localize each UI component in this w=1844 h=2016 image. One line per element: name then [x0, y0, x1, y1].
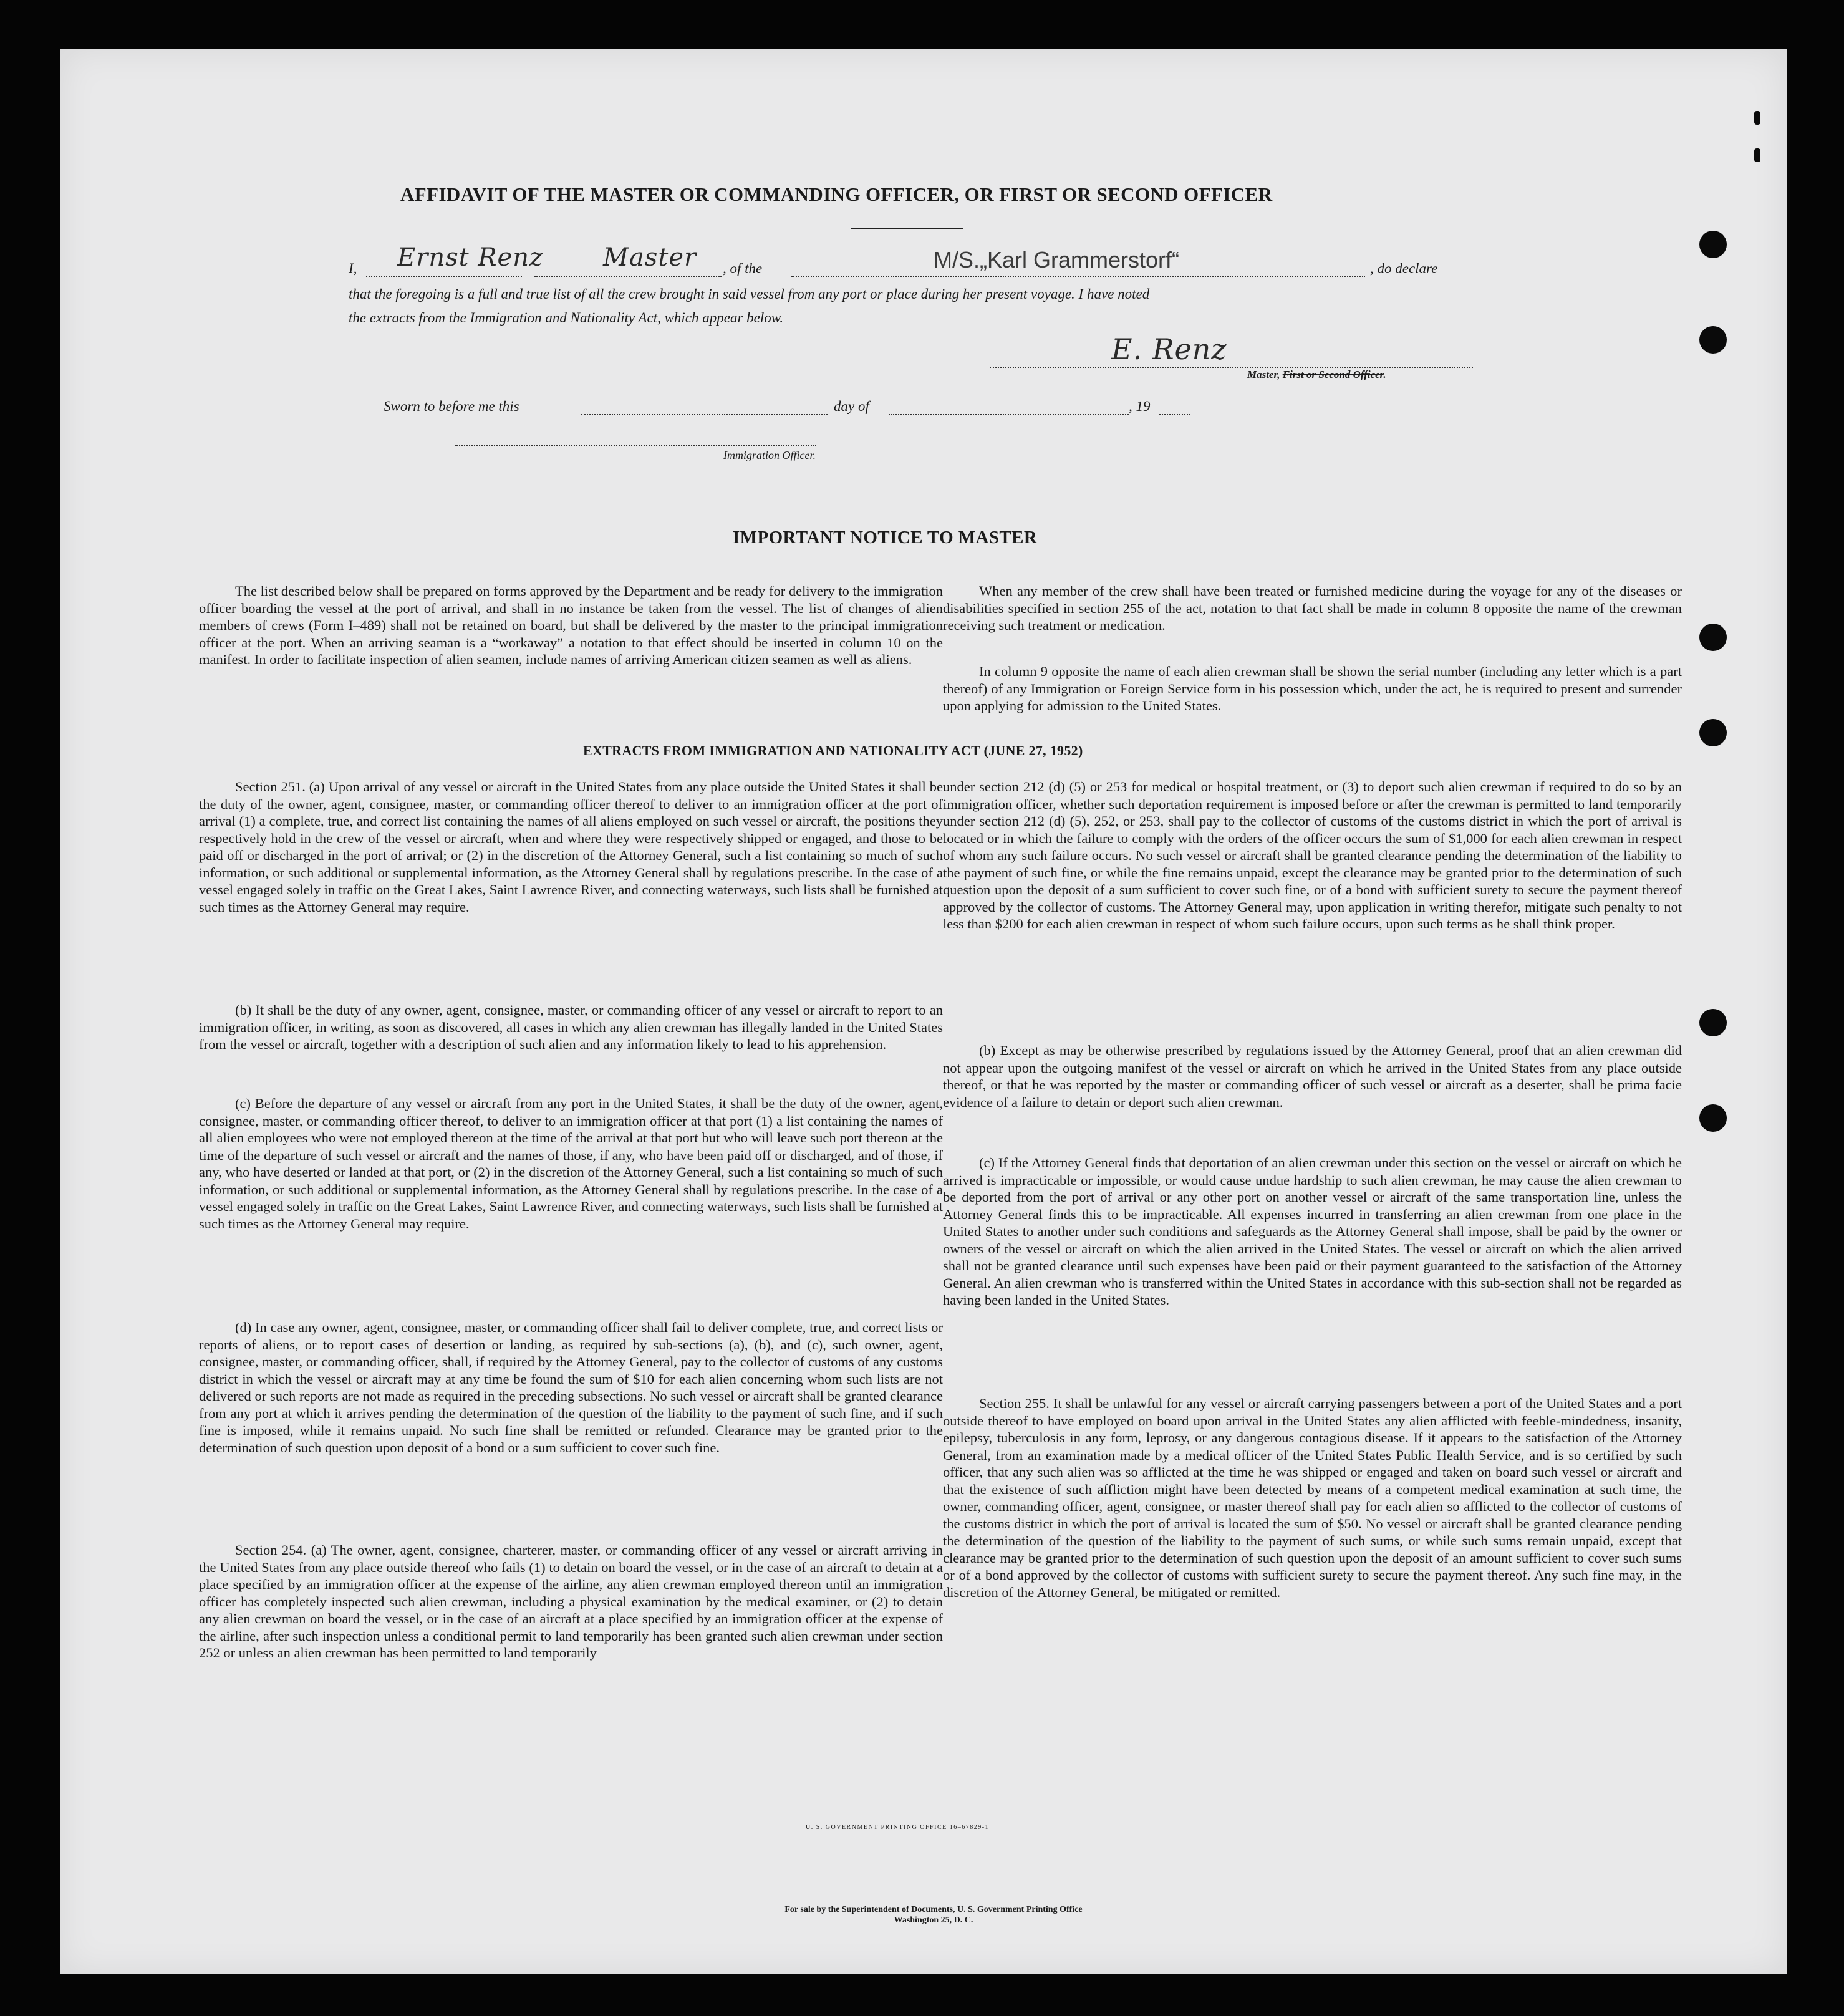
sworn-day-line [581, 414, 828, 415]
officer-signature-line [455, 445, 816, 446]
rank-handwritten: Master [603, 243, 697, 272]
section-254-a: Section 254. (a) The owner, agent, consignee, charterer, master, or commanding officer of any vessel or aircraft arriving in the United States from any place outside thereof who fails (1) to detain on board the vessel, or in the case of an aircraft to detain at a place specified by an immigration officer at the expense of the airline, any alien crewman employed thereon until an immigration officer has completely inspected such alien crewman, including a physical examination by the medical examiner, or (2) to detain any alien crewman on board the vessel, or in the case of an aircraft at a place specified by an immigration officer at the expense of the airline, after such inspection unless a conditional permit to land temporarily has been granted such alien crewman under section 252 or unless an alien crewman has been permitted to land temporarily [199, 1542, 943, 1661]
punch-hole [1699, 326, 1727, 354]
signature-line [990, 367, 1473, 368]
master-name-handwritten: Ernst Renz [397, 243, 544, 272]
declaration-line-1: that the foregoing is a full and true list of all the crew brought in said vessel from any port or place during her present voyage. I have noted [349, 286, 1150, 302]
section-254-b: (b) Except as may be otherwise prescribed by regulations issued by the Attorney General, proof that an alien crewman did not appear upon the outgoing manifest of the vessel or aircraft on which he arrived in the United States from any place outside thereof, or that he was reported by the master or commanding officer of such vessel or aircraft as a deserter, shall be prima facie evidence of a failure to detain or deport such alien crewman. [943, 1043, 1682, 1110]
footer-line-2: Washington 25, D. C. [894, 1916, 973, 1925]
vessel-name: M/S.„Karl Grammerstorf“ [934, 247, 1180, 272]
declaration-line-2: the extracts from the Immigration and Nationality Act, which appear below. [349, 310, 784, 326]
day-of-label: day of [834, 398, 869, 414]
sworn-year-line [1159, 414, 1190, 415]
extracts-title: EXTRACTS FROM IMMIGRATION AND NATIONALITY ACT (JUNE 27, 1952) [583, 743, 1083, 758]
sale-footer [622, 1904, 1245, 1926]
punch-hole [1699, 624, 1727, 651]
footer-line-1: For sale by the Superintendent of Documents, U. S. Government Printing Office [784, 1905, 1083, 1914]
document-sheet [60, 49, 1787, 1974]
section-251-c: (c) Before the departure of any vessel or aircraft from any port in the United States, it shall be the duty of the owner, agent, consignee, master, or commanding officer thereof, to deliver to an immigration officer at that port (1) a list containing the names of all alien employees who were not employed thereon at the time of the arrival at that port but who will leave such port thereon at the time of the departure of such vessel or aircraft and the names of those, if any, who have been paid off or discharged, and of those, if any, who have deserted or landed at that port, or (2) in the discretion of the Attorney General, such a list containing so much of such information, or such additional or supplemental information, as the Attorney General shall by regulations prescribe. In the case of a vessel engaged solely in traffic on the Great Lakes, Saint Lawrence River, and connecting waterways, such lists shall be furnished at such times as the Attorney General may require. [199, 1096, 943, 1232]
do-declare-label: , do declare [1370, 261, 1438, 276]
edge-mark [1754, 148, 1760, 162]
vessel-field-line [791, 276, 1365, 277]
name-field-line [366, 276, 522, 277]
affidavit-title: AFFIDAVIT OF THE MASTER OR COMMANDING OFFICER, OR FIRST OR SECOND OFFICER [400, 183, 1273, 205]
sworn-month-line [889, 414, 1129, 415]
section-255: Section 255. It shall be unlawful for any vessel or aircraft carrying passengers between a port of the United States and a port outside thereof to have employed on board upon arrival in the United States any alien afflicted with feeble-mindedness, insanity, epilepsy, tuberculosis in any form, leprosy, or any dangerous contagious disease. If it appears to the satisfaction of the Attorney General, from an examination made by a medical officer of the United States Public Health Service, and is so certified by such officer, that any such alien was so afflicted at the time he was shipped or engaged and taken on board such vessel or aircraft and that the existence of such affliction might have been detected by means of a competent medical examination at such time, the owner, commanding officer, agent, consignee, or master thereof shall pay for each alien so afflicted to the collector of customs of the customs district in which the port of arrival is located the sum of $50. No vessel or aircraft shall be granted clearance pending the determination of the question of the liability to the payment of such sums, or while such sums remain unpaid, except that clearance may be granted prior to the determination of such question upon the deposit of an amount sufficient to cover such sums or of a bond approved by the collector of customs with sufficient surety to secure the payment thereof. Any such fine may, in the discretion of the Attorney General, be mitigated or remitted. [943, 1396, 1682, 1600]
rank-field-line [534, 276, 722, 277]
section-251-a: Section 251. (a) Upon arrival of any vessel or aircraft in the United States from any place outside the United States it shall be the duty of the owner, agent, consignee, master, or commanding officer thereof to deliver to an immigration officer at the port of arrival (1) a complete, true, and correct list containing the names of all aliens employed on such vessel or aircraft, the positions they respectively hold in the crew of the vessel or aircraft, when and where they were respectively shipped or engaged, and those to be paid off or discharged in the port of arrival; or (2) in the discretion of the Attorney General, such a list containing so much of such information, or such additional or supplemental information, as the Attorney General shall by regulations prescribe. In the case of a vessel engaged solely in traffic on the Great Lakes, Saint Lawrence River, and connecting waterways, such lists shall be furnished at such times as the Attorney General may require. [199, 779, 943, 915]
of-the-label: , of the [723, 261, 763, 276]
edge-mark [1754, 111, 1760, 125]
title-rule [851, 228, 963, 229]
punch-hole [1699, 1104, 1727, 1132]
signer-title [1247, 369, 1386, 381]
immigration-officer-label: Immigration Officer. [723, 449, 816, 461]
section-251-b: (b) It shall be the duty of any owner, agent, consignee, master, or commanding officer of any vessel or aircraft to report to an immigration officer, in writing, as soon as discovered, all cases in which any alien crewman has illegally landed in the United States from the vessel or aircraft, together with a description of such alien and any information likely to lead to his apprehension. [199, 1002, 943, 1052]
signer-title-struck: First or Second Officer [1282, 369, 1384, 380]
printer-code: U. S. GOVERNMENT PRINTING OFFICE 16–67829-1 [806, 1824, 990, 1831]
notice-right-paragraph-1: When any member of the crew shall have been treated or furnished medicine during the voyage for any of the diseases or disabilities specified in section 255 of the act, notation to that fact shall be made in column 8 opposite the name of the crewman receiving such treatment or medication. [943, 583, 1682, 633]
section-254-c: (c) If the Attorney General finds that deportation of an alien crewman under this section on the vessel or aircraft on which he arrived is impracticable or impossible, or would cause undue hardship to such alien crewman, he may cause the alien crewman to be deported from the port of arrival or any other port on another vessel or aircraft of the same transportation line, unless the Attorney General finds this to be impracticable. All expenses incurred in transferring an alien crewman from one place in the United States to another under such conditions and safeguards as the Attorney General shall impose, shall be paid by the owner or owners of the vessel or aircraft on which the alien arrived in the United States. The vessel or aircraft on which the alien arrived shall not be granted clearance until such expenses have been paid or their payment guaranteed to the satisfaction of the Attorney General. An alien crewman who is transferred within the United States in accordance with this sub-section shall not be regarded as having been landed in the United States. [943, 1155, 1682, 1308]
punch-hole [1699, 719, 1727, 746]
section-251-d: (d) In case any owner, agent, consignee, master, or commanding officer shall fail to deliver complete, true, and correct lists or reports of aliens, or to report cases of desertion or landing, as required by sub-sections (a), (b), and (c), such owner, agent, consignee, master, or commanding officer, shall, if required by the Attorney General, pay to the collector of customs of any customs district in which the vessel or aircraft may at any time be found the sum of $10 for each alien concerning whom such lists are not delivered or such reports are not made as required in the preceding subsections. No such vessel or aircraft shall be granted clearance from any port at which it arrives pending the determination of the question of the liability to the payment of such fine, and if such fine is imposed, while it remains unpaid. No such fine shall be remitted or refunded. Clearance may be granted prior to the determination of such question upon deposit of a bond or a sum sufficient to cover such fine. [199, 1319, 943, 1455]
signature-handwritten: E. Renz [1111, 332, 1227, 366]
i-label: I, [349, 261, 357, 276]
signer-title-master: Master, [1247, 369, 1280, 380]
year-prefix: , 19 [1129, 398, 1151, 414]
notice-title: IMPORTANT NOTICE TO MASTER [733, 528, 1038, 547]
notice-left-paragraph: The list described below shall be prepared on forms approved by the Department and be ready for delivery to the immigration officer boarding the vessel at the port of arrival, and shall in no instance be taken from the vessel. The list of changes of alien members of crews (Form I–489) shall not be retained on board, but shall be delivered by the master to the principal immigration officer at the port. When an arriving seaman is a “workaway” a notation to that effect should be inserted in column 10 on the manifest. In order to facilitate inspection of alien seamen, include names of arriving American citizen seamen as well as aliens. [199, 583, 943, 667]
punch-hole [1699, 231, 1727, 258]
signer-title-end: . [1383, 369, 1386, 380]
section-254-a-continued: under section 212 (d) (5) or 253 for medical or hospital treatment, or (3) to deport such alien crewman if required to do so by an immigration officer, whether such deportation requirement is imposed before or after the crewman is permitted to land temporarily under section 212 (d) (5), 252, or 253, shall pay to the collector of customs of the customs district in which the port of arrival is located or in which the failure to comply with the orders of the officer occurs the sum of $1,000 for each alien crewman in respect of whom any such failure occurs. No such vessel or aircraft shall be granted clearance pending the determination of the liability to the payment of such fine, or while the fine remains unpaid, except the clearance may be granted prior to the determination of such question upon the deposit of a sum sufficient to cover such fine, or of a bond with sufficient surety to secure the payment thereof approved by the collector of customs. The Attorney General may, upon application in writing therefor, mitigate such penalty to not less than $200 for each alien crewman in respect of whom such failure occurs, upon such terms as he shall think proper. [943, 779, 1682, 932]
sworn-label: Sworn to before me this [384, 398, 519, 414]
notice-right-paragraph-2: In column 9 opposite the name of each alien crewman shall be shown the serial number (including any letter which is a part thereof) of any Immigration or Foreign Service form in his possession which, under the act, he is required to present and surrender upon applying for admission to the United States. [943, 663, 1682, 713]
punch-hole [1699, 1009, 1727, 1036]
